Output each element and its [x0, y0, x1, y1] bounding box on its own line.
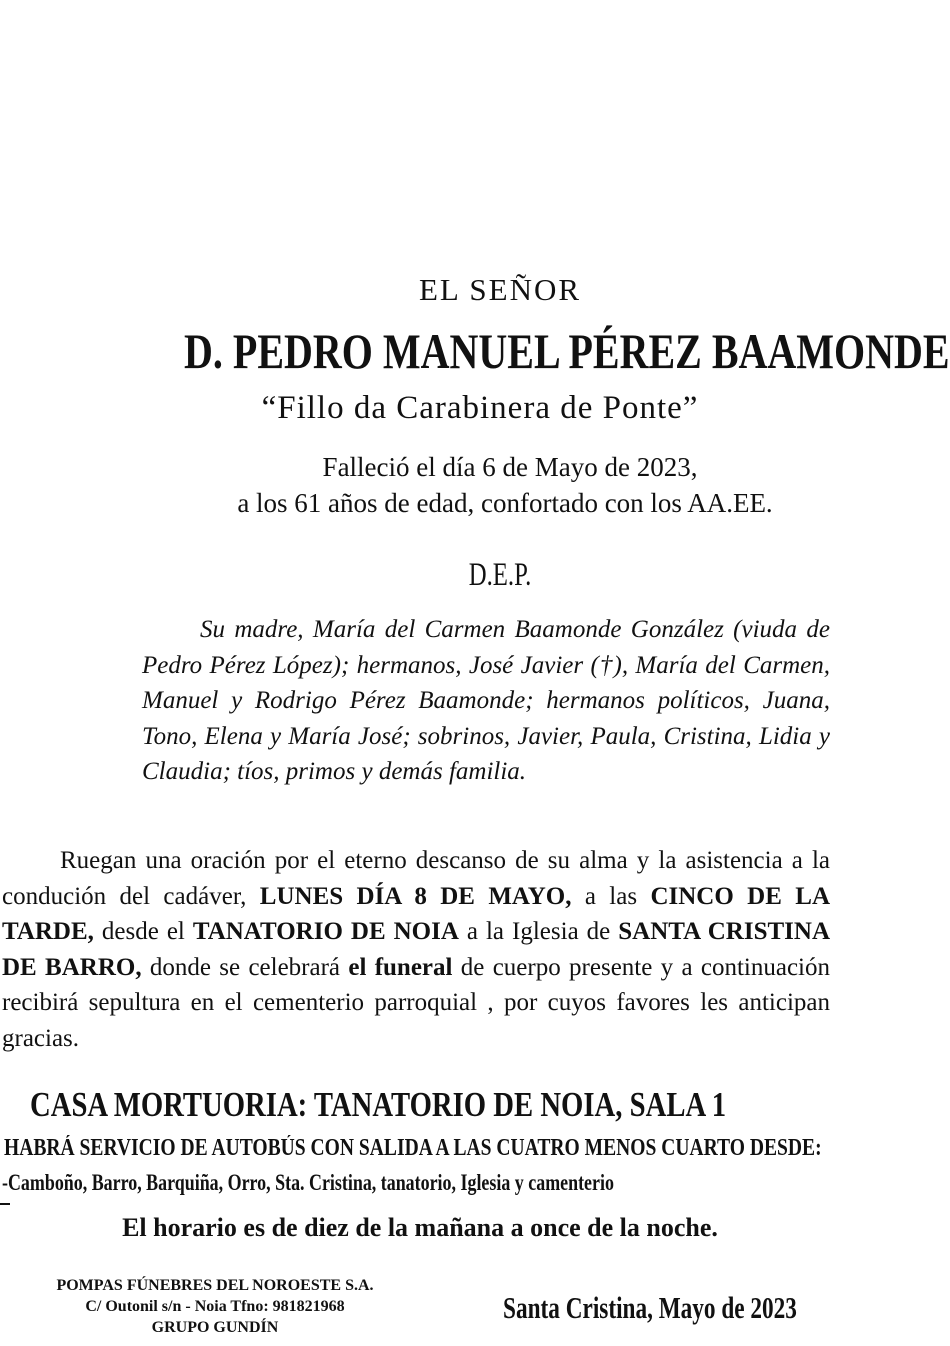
request-time: CINCO DE LA TARDE,	[2, 882, 831, 945]
request-paragraph	[2, 843, 830, 1056]
request-text: desde el	[93, 918, 193, 945]
request-text: de cuerpo presente y a continuación recibirá sepultura en el cementerio parroquial , por cuyos favores les anticipan gracias.	[2, 953, 830, 1052]
funeral-company	[20, 1275, 410, 1338]
bus-service-title: HABRÁ SERVICIO DE AUTOBÚS CON SALIDA A LAS CUATRO MENOS CUARTO DESDE:	[4, 1135, 822, 1161]
request-text: a las	[571, 882, 651, 910]
request-church: SANTA CRISTINA DE BARRO,	[2, 918, 831, 981]
request-text: a la Iglesia de	[458, 918, 619, 945]
company-name: POMPAS FÚNEBRES DEL NOROESTE S.A.	[56, 1277, 374, 1294]
schedule: El horario es de diez de la mañana a once de la noche.	[122, 1213, 718, 1242]
family-paragraph	[142, 612, 830, 790]
deceased-name: D. PEDRO MANUEL PÉREZ BAAMONDE	[184, 323, 950, 379]
dep-mark: D.E.P.	[468, 557, 532, 593]
request-text: Ruegan una oración por el eterno descanso de su alma y la asistencia a la condución del cadáver,	[2, 847, 830, 910]
divider	[0, 1203, 10, 1205]
request-date: LUNES DÍA 8 DE MAYO,	[259, 882, 572, 910]
request-text: donde se celebrará	[141, 953, 349, 981]
death-date-line: Falleció el día 6 de Mayo de 2023,	[322, 452, 698, 482]
company-address: C/ Outonil s/n - Noia Tfno: 981821968	[85, 1298, 345, 1315]
family-text: Su madre, María del Carmen Baamonde González (viuda de Pedro Pérez López); hermanos, José Javier (†), María del Carmen, Manuel y Rodrigo Pérez Baamonde; hermanos políticos, Juana, Tono, Elena y María José; sobrinos, Javier, Paula, Cristina, Lidia y Claudia; tíos, primos y demás familia.	[142, 616, 830, 785]
death-age-line: a los 61 años de edad, confortado con los AA.EE.	[237, 488, 773, 518]
company-group: GRUPO GUNDÍN	[151, 1319, 279, 1336]
casa-mortuoria: CASA MORTUORIA: TANATORIO DE NOIA, SALA 1	[30, 1085, 727, 1124]
bus-stops: -Camboño, Barro, Barquiña, Orro, Sta. Cristina, tanatorio, Iglesia y camenterio	[2, 1170, 614, 1195]
title-prefix: EL SEÑOR	[418, 272, 582, 307]
request-origin: TANATORIO DE NOIA	[192, 918, 459, 945]
nickname: “Fillo da Carabinera de Ponte”	[261, 390, 699, 426]
request-funeral: el funeral	[348, 953, 453, 981]
place-date: Santa Cristina, Mayo de 2023	[503, 1290, 797, 1325]
